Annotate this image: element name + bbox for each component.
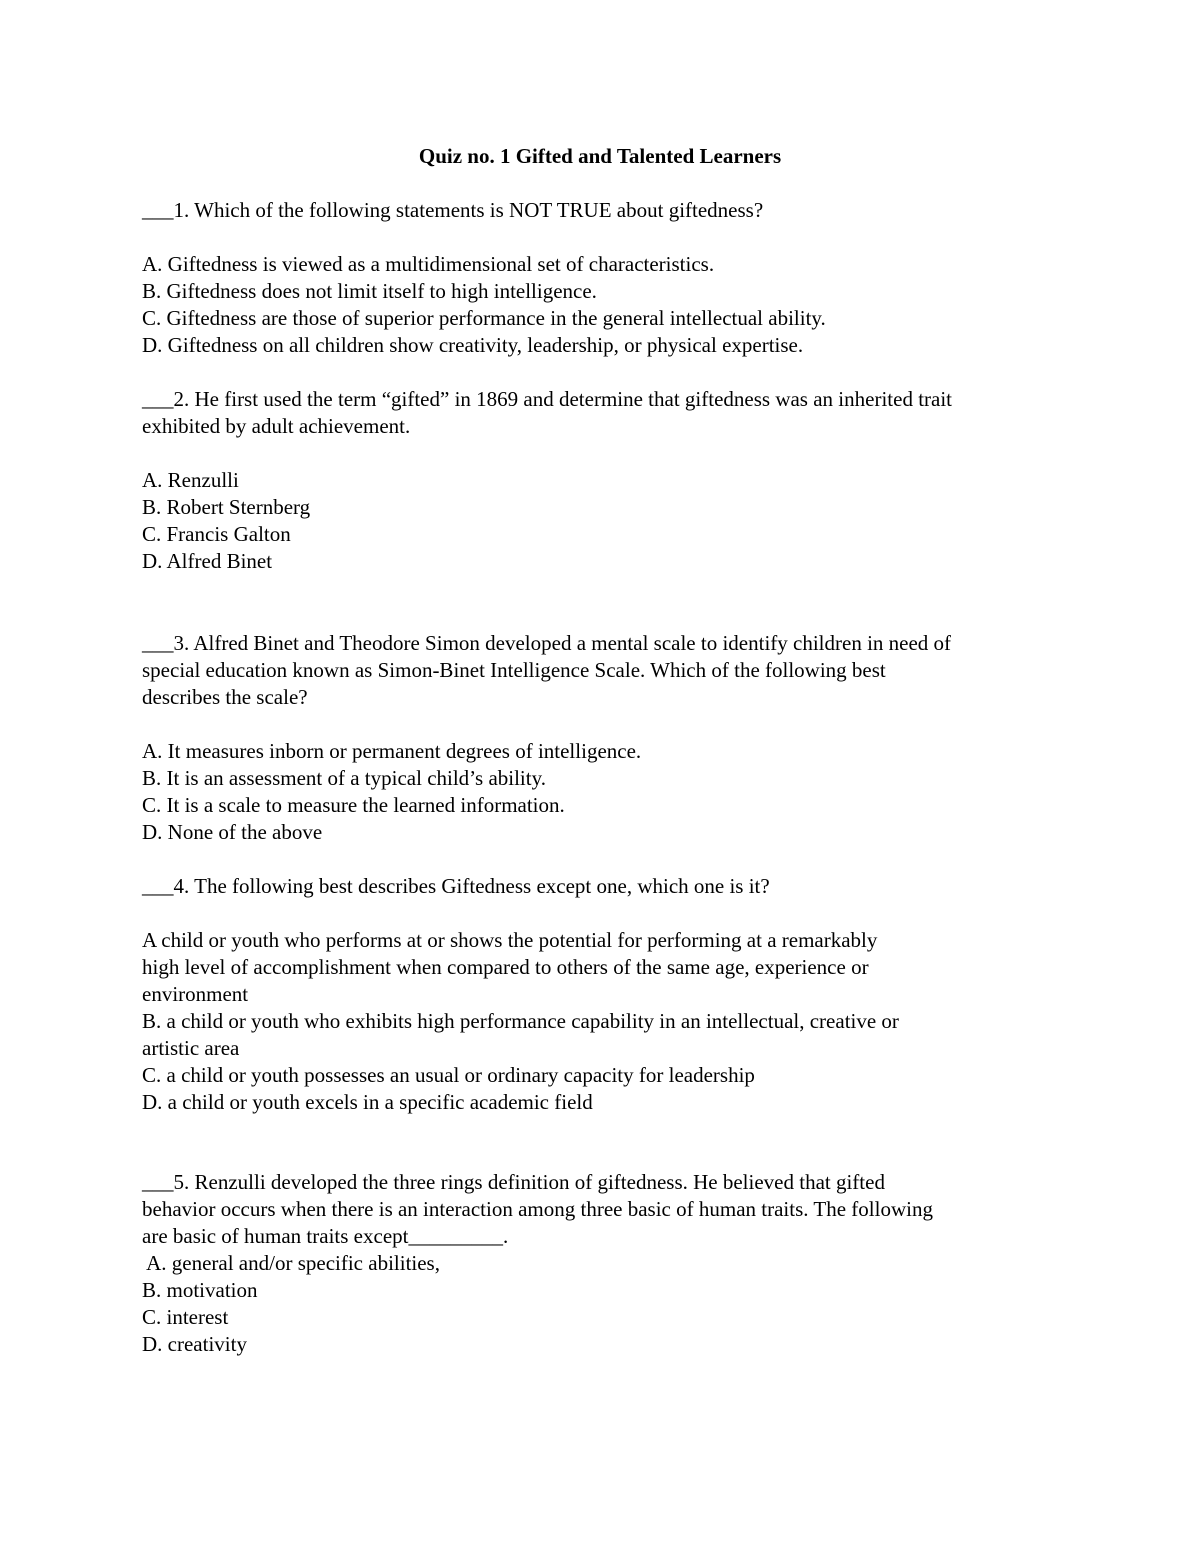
question-4-stem: ___4. The following best describes Giftedness except one, which one is it? [142,874,770,898]
question-2-choice-c: C. Francis Galton [142,522,291,546]
question-1-choice-d: D. Giftedness on all children show creativity, leadership, or physical expertise. [142,333,804,357]
question-3-choice-a: A. It measures inborn or permanent degrees of intelligence. [142,739,642,763]
question-3-stem-line-3: describes the scale? [142,685,308,709]
question-3-choice-d: D. None of the above [142,820,323,844]
question-1-choice-b: B. Giftedness does not limit itself to high intelligence. [142,279,597,303]
question-5-choice-c: C. interest [142,1305,229,1329]
question-4-choice-b-line-1: B. a child or youth who exhibits high performance capability in an intellectual, creative or [142,1009,899,1033]
question-3-choice-b: B. It is an assessment of a typical child’s ability. [142,766,546,790]
question-3-stem-line-1: ___3. Alfred Binet and Theodore Simon developed a mental scale to identify children in need of [142,631,952,655]
question-4-choice-c: C. a child or youth possesses an usual or ordinary capacity for leadership [142,1063,755,1087]
question-1-stem: ___1. Which of the following statements is NOT TRUE about giftedness? [142,198,764,222]
quiz-title: Quiz no. 1 Gifted and Talented Learners [418,144,782,168]
question-4-choice-d: D. a child or youth excels in a specific academic field [142,1090,593,1114]
question-2-choice-b: B. Robert Sternberg [142,495,311,519]
question-5-choice-b: B. motivation [142,1278,258,1302]
question-2-stem-line-1: ___2. He first used the term “gifted” in 1869 and determine that giftedness was an inherited trait [142,387,953,411]
question-1-choice-a: A. Giftedness is viewed as a multidimensional set of characteristics. [142,252,715,276]
question-1-choice-c: C. Giftedness are those of superior performance in the general intellectual ability. [142,306,826,330]
question-4-choice-a-line-2: high level of accomplishment when compared to others of the same age, experience or [142,955,869,979]
question-5-choice-a: A. general and/or specific abilities, [142,1251,440,1275]
question-5-stem-line-1: ___5. Renzulli developed the three rings definition of giftedness. He believed that gifted [142,1170,885,1194]
question-2-choice-a: A. Renzulli [142,468,239,492]
question-4-choice-b-line-2: artistic area [142,1036,240,1060]
question-4-choice-a-line-1: A child or youth who performs at or shows the potential for performing at a remarkably [142,928,878,952]
question-5-choice-d: D. creativity [142,1332,247,1356]
question-3-stem-line-2: special education known as Simon-Binet Intelligence Scale. Which of the following best [142,658,886,682]
question-2-choice-d: D. Alfred Binet [142,549,273,573]
question-3-choice-c: C. It is a scale to measure the learned information. [142,793,565,817]
question-5-stem-line-2: behavior occurs when there is an interaction among three basic of human traits. The following [142,1197,933,1221]
question-5-stem-line-3: are basic of human traits except_________. [142,1224,509,1248]
question-2-stem-line-2: exhibited by adult achievement. [142,414,411,438]
question-4-choice-a-line-3: environment [142,982,249,1006]
